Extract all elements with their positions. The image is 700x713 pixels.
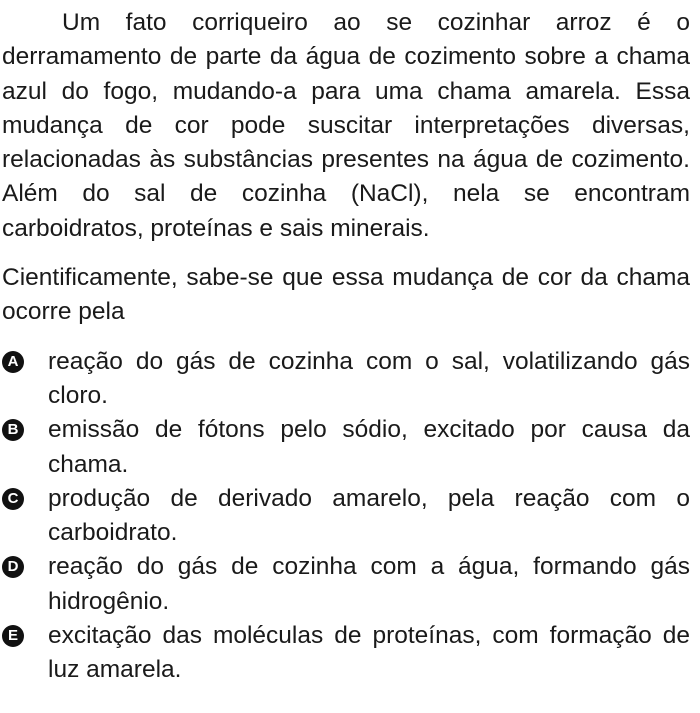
option-b-text: emissão de fótons pelo sódio, excitado por causa da chama.: [48, 416, 690, 478]
option-b-letter-icon: B: [2, 419, 24, 441]
option-e-letter-icon: E: [2, 625, 24, 647]
option-d-text: reação do gás de cozinha com a água, formando gás hidrogênio.: [48, 553, 690, 615]
option-e-text: excitação das moléculas de proteínas, com formação de luz amarela.: [48, 622, 690, 684]
answer-options: [2, 345, 690, 688]
option-c-text: produção de derivado amarelo, pela reação com o carboidrato.: [48, 484, 690, 547]
option-d[interactable]: [2, 550, 690, 619]
option-a-text: reação do gás de cozinha com o sal, volatilizando gás cloro.: [48, 347, 690, 409]
option-b[interactable]: [2, 413, 690, 482]
option-a-letter-icon: A: [2, 351, 24, 373]
option-c-letter-icon: C: [2, 488, 24, 510]
statement-paragraph: Um fato corriqueiro ao se cozinhar arroz é o derramamento de parte da água de cozimento sobre a chama azul do fogo, mudando-a para uma chama amarela. Essa mudança de cor pode suscitar interpretações diversas, relacionadas às substâncias presentes na água de cozimento. Além do sal de cozinha (NaCl), nela se encontram carboidratos, proteínas e sais minerais.: [2, 9, 690, 242]
option-e[interactable]: [2, 619, 690, 688]
question-stem: Cientificamente, sabe-se que essa mudança de cor da chama ocorre pela: [2, 264, 690, 326]
option-d-letter-icon: D: [2, 556, 24, 578]
option-a[interactable]: [2, 345, 690, 414]
option-c[interactable]: [2, 482, 690, 551]
